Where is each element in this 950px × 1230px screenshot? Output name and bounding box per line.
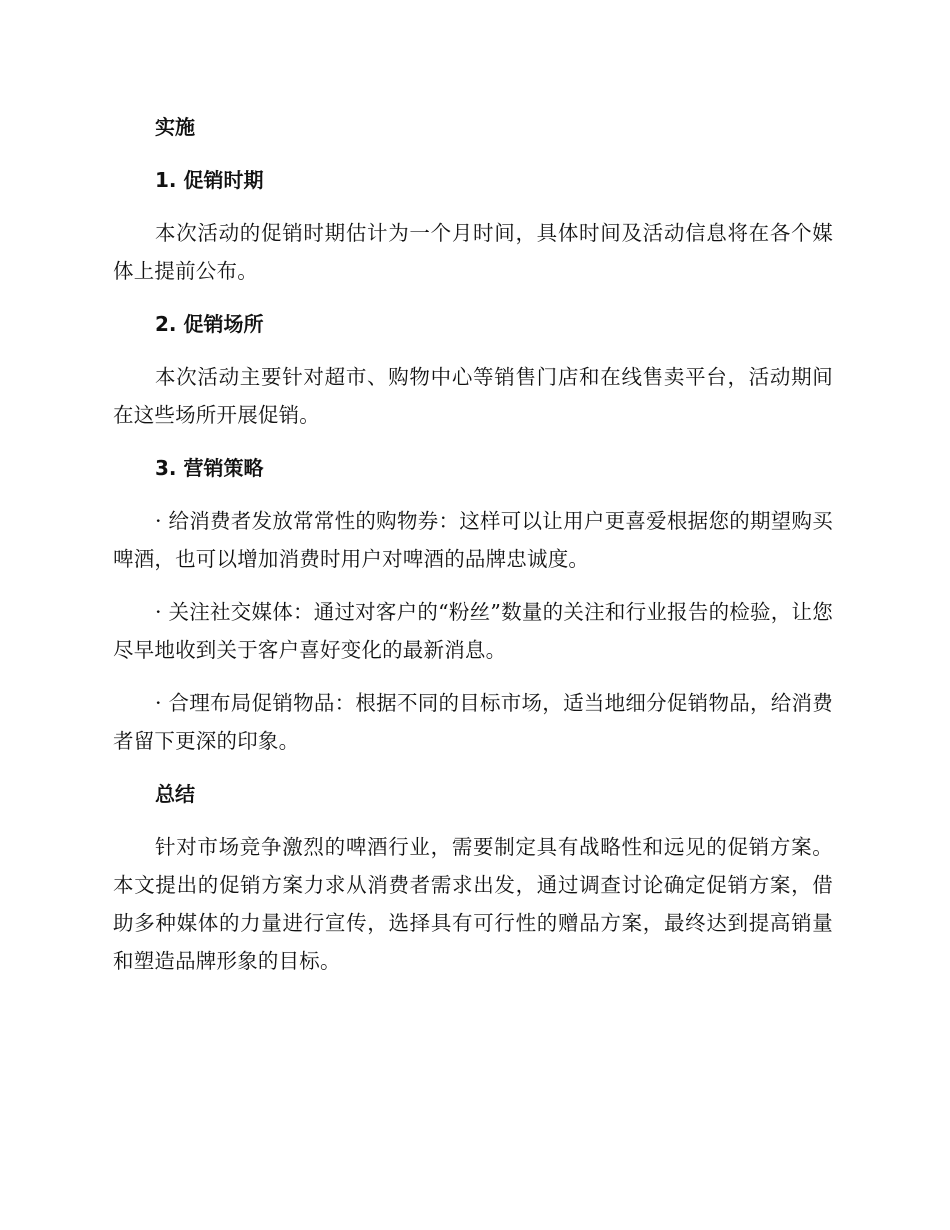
paragraph-promotion-period: 本次活动的促销时期估计为一个月时间，具体时间及活动信息将在各个媒体上提前公布。: [113, 221, 833, 283]
strategy-item: · 合理布局促销物品：根据不同的目标市场，适当地细分促销物品，给消费者留下更深的印象。: [113, 691, 833, 753]
document-body: [113, 108, 833, 980]
subheading-promotion-venue: 2. 促销场所: [155, 312, 264, 336]
section-heading-summary: 总结: [155, 782, 195, 806]
subheading-promotion-period: 1. 促销时期: [155, 168, 264, 192]
paragraph-summary: 针对市场竞争激烈的啤酒行业，需要制定具有战略性和远见的促销方案。本文提出的促销方案力求从消费者需求出发，通过调查讨论确定促销方案，借助多种媒体的力量进行宣传，选择具有可行性的赠品方案，最终达到提高销量和塑造品牌形象的目标。: [113, 835, 833, 973]
section-heading-implementation: 实施: [155, 115, 195, 139]
strategy-item: · 给消费者发放常常性的购物券：这样可以让用户更喜爱根据您的期望购买啤酒，也可以增加消费时用户对啤酒的品牌忠诚度。: [113, 509, 833, 571]
subheading-marketing-strategy: 3. 营销策略: [155, 456, 264, 480]
strategy-item: · 关注社交媒体：通过对客户的“粉丝”数量的关注和行业报告的检验，让您尽早地收到关于客户喜好变化的最新消息。: [113, 600, 833, 662]
paragraph-promotion-venue: 本次活动主要针对超市、购物中心等销售门店和在线售卖平台，活动期间在这些场所开展促销。: [113, 365, 833, 427]
